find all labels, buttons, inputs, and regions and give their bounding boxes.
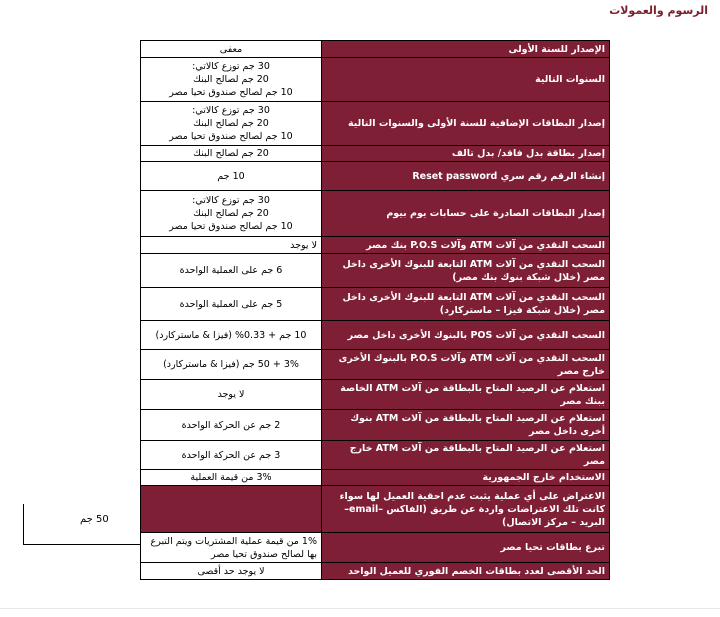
fee-label: السحب النقدي من آلات ATM التابعة للبنوك الأخرى داخل مصر (خلال شبكة فيزا – ماستركارد) [322, 288, 610, 321]
fee-row [141, 441, 610, 470]
fee-value [141, 146, 322, 162]
fee-row [141, 321, 610, 350]
fee-row [141, 58, 610, 102]
fee-label: السحب النقدي من آلات ATM وآلات P.O.S بنك مصر [322, 237, 610, 254]
fee-label: تبرع بطاقات تحيا مصر [322, 533, 610, 563]
fee-row [141, 288, 610, 321]
fee-value-line: 10 جم لصالح صندوق تحيا مصر [169, 131, 293, 142]
fee-value [141, 321, 322, 350]
fee-label: إصدار البطاقات الصادرة على حسابات يوم بيوم [322, 191, 610, 237]
dispute-fee-value: 50 جم [80, 514, 109, 525]
fee-value-line: 3% من قيمة العملية [190, 472, 272, 483]
fee-value-line: لا يوجد [217, 389, 245, 400]
fees-table [140, 40, 610, 580]
fee-value-line: 30 جم توزع كالاتي: [192, 195, 270, 206]
fee-label: السحب النقدي من آلات POS بالبنوك الأخرى داخل مصر [322, 321, 610, 350]
fee-row [141, 533, 610, 563]
fee-label: الاستخدام خارج الجمهورية [322, 470, 610, 486]
fee-value-line: 1% من قيمة عملية المشتريات ويتم التبرع بها لصالح صندوق تحيا مصر [150, 535, 317, 560]
fee-label: السحب النقدي من آلات ATM التابعة للبنوك الأخرى داخل مصر (خلال شبكة بنوك بنك مصر) [322, 254, 610, 288]
fee-value [141, 237, 322, 254]
fee-value-line: 20 جم لصالح البنك [193, 118, 269, 129]
fee-label: إصدار البطاقات الإضافية للسنة الأولى والسنوات التالية [322, 102, 610, 146]
fee-value [141, 410, 322, 441]
fee-value [141, 41, 322, 58]
fee-label: استعلام عن الرصيد المتاح بالبطاقة من آلات ATM خارج مصر [322, 441, 610, 470]
fee-value-line: 30 جم توزع كالاتي: [192, 105, 270, 116]
fee-value [141, 486, 322, 533]
fee-label: استعلام عن الرصيد المتاح بالبطاقة من آلات ATM الخاصة ببنك مصر [322, 380, 610, 410]
fee-value-line: لا يوجد حد أقصى [197, 565, 265, 577]
fee-value-line: 6 جم على العملية الواحدة [179, 265, 283, 276]
fee-value-line: 3% + 50 جم (فيزا & ماستركارد) [163, 359, 299, 370]
fee-value [141, 441, 322, 470]
fee-value-line: 5 جم على العملية الواحدة [179, 298, 283, 310]
fee-label: السنوات التالية [322, 58, 610, 102]
fee-value [141, 563, 322, 580]
fee-row [141, 102, 610, 146]
fee-value-line: 20 جم لصالح البنك [193, 208, 269, 219]
fee-value-line: 10 جم لصالح صندوق تحيا مصر [169, 221, 293, 232]
fee-row [141, 470, 610, 486]
fee-value-line: 2 جم عن الحركة الواحدة [181, 419, 281, 431]
fee-value-line: معفى [219, 43, 243, 55]
fee-row [141, 41, 610, 58]
fee-row [141, 237, 610, 254]
fee-value [141, 350, 322, 380]
fee-row [141, 146, 610, 162]
fee-value [141, 254, 322, 288]
fee-row [141, 191, 610, 237]
fee-value-line: 10 جم + 0.33% (فيزا & ماستركارد) [155, 329, 307, 341]
page-divider [0, 608, 720, 609]
fee-row [141, 254, 610, 288]
fee-row [141, 486, 610, 533]
fee-row [141, 380, 610, 410]
fee-label: الحد الأقصى لعدد بطاقات الخصم الفوري للعميل الواحد [322, 563, 610, 580]
fee-value [141, 533, 322, 563]
fee-value [141, 58, 322, 102]
fee-row [141, 563, 610, 580]
fee-value [141, 380, 322, 410]
fee-value-line: 10 جم لصالح صندوق تحيا مصر [169, 87, 293, 98]
fee-value-line: لا يوجد [290, 239, 317, 251]
fee-value-line: 20 جم لصالح البنك [193, 74, 269, 85]
fee-value [141, 191, 322, 237]
fee-row [141, 350, 610, 380]
fee-value-line: 3 جم عن الحركة الواحدة [181, 449, 281, 461]
fee-label: إصدار بطاقة بدل فاقد/ بدل تالف [322, 146, 610, 162]
fee-label: إنشاء الرقم رقم سري Reset password [322, 162, 610, 191]
fee-value-line: 10 جم [217, 170, 245, 182]
fee-value-line: 20 جم لصالح البنك [193, 148, 269, 159]
fee-label: السحب النقدي من آلات ATM وآلات P.O.S بالبنوك الأخرى خارج مصر [322, 350, 610, 380]
fee-value [141, 102, 322, 146]
fee-row [141, 162, 610, 191]
fee-value-line: 30 جم توزع كالاتي: [192, 61, 270, 72]
fee-label: استعلام عن الرصيد المتاح بالبطاقة من آلات ATM بنوك أخرى داخل مصر [322, 410, 610, 441]
fee-row [141, 410, 610, 441]
fee-value [141, 288, 322, 321]
fee-label: الإصدار للسنة الأولى [322, 41, 610, 58]
fee-value [141, 470, 322, 486]
fee-value [141, 162, 322, 191]
fee-label: الاعتراض على أي عملية يثبت عدم احقية العميل لها سواء كانت تلك الاعتراضات واردة عن طريق (الفاكس –email–البريد – مركز الاتصال) [322, 486, 610, 533]
page-title: الرسوم والعمولات [609, 4, 708, 17]
